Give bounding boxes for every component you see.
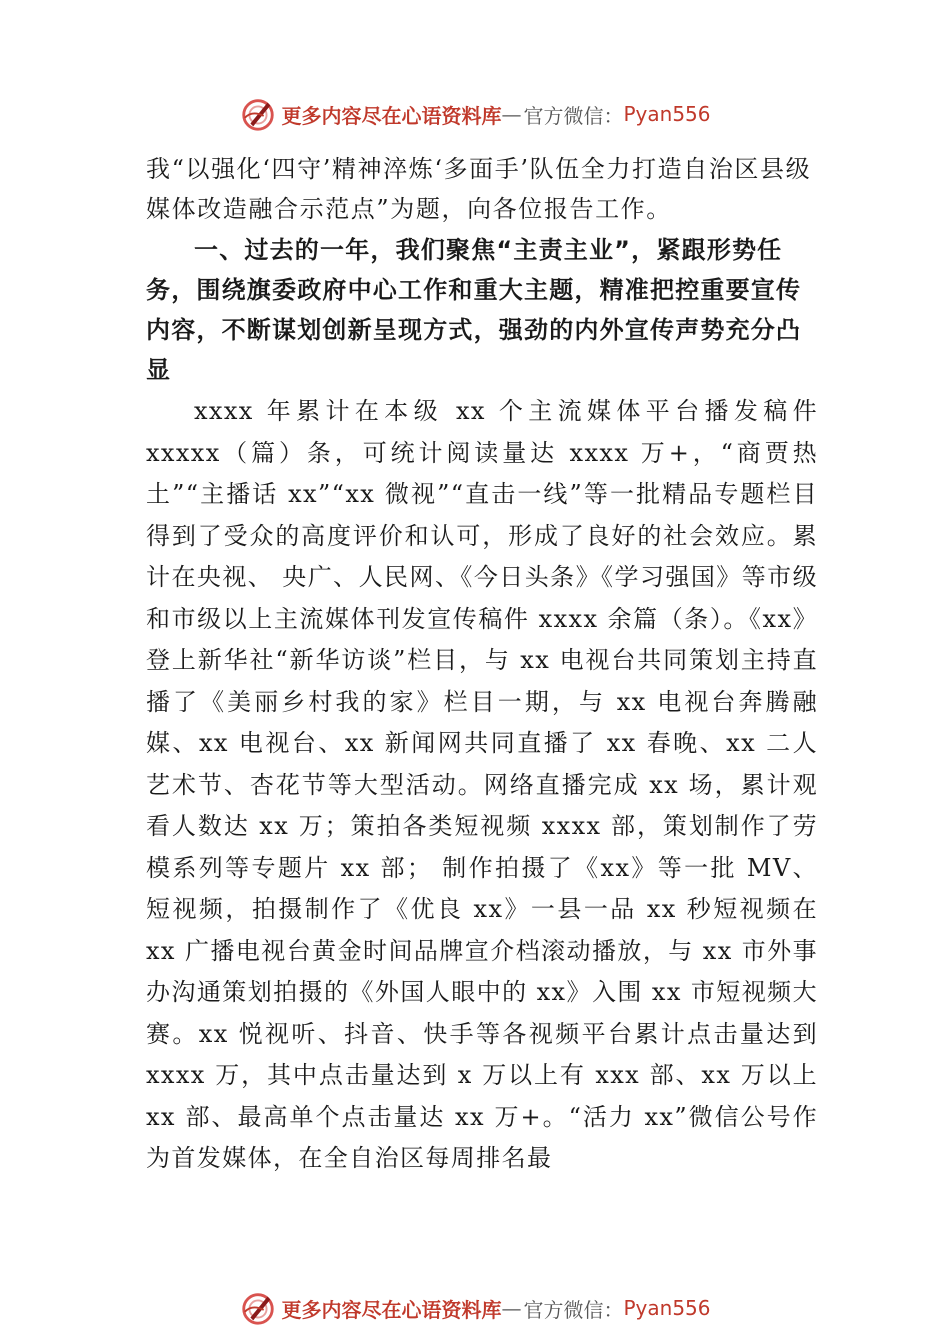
wechat-label: 官方微信： xyxy=(523,103,624,128)
brand-text: 更多内容尽在心语资料库 xyxy=(281,103,502,128)
wechat-id: Pyan556 xyxy=(623,1296,711,1320)
wechat-id: Pyan556 xyxy=(623,102,711,126)
document-body xyxy=(146,150,818,1180)
section-heading: 一、过去的一年，我们聚焦“主责主业”，紧跟形势任务，围绕旗委政府中心工作和重大主题，精准把控重要宣传内容，不断谋划创新呈现方式，强劲的内外宣传声势充分凸显 xyxy=(146,236,802,384)
footer-watermark-banner xyxy=(0,1288,950,1328)
intro-paragraph: 我“以强化‘四守’精神淬炼‘多面手’队伍全力打造自治区县级媒体改造融合示范点”为题，向各位报告工作。 xyxy=(146,155,812,223)
brand-text: 更多内容尽在心语资料库 xyxy=(281,1297,502,1322)
brand-logo-icon xyxy=(239,1289,277,1327)
body-paragraph: xxxx 年累计在本级 xx 个主流媒体平台播发稿件 xxxxx（篇）条，可统计阅读量达 xxxx 万+，“商贾热土”“主播话 xx”“xx 微视”“直击一线”等一批精品专题栏目得到了受众的高度评价和认可，形成了良好的社会效应。累计在央视、 央广、人民网、《今日头条》《学习强国》等市级和市级以上主流媒体刊发宣传稿件 xxxx 余篇（条）。《xx》登上新华社“新华访谈”栏目，与 xx 电视台共同策划主持直播了《美丽乡村我的家》栏目一期，与 xx 电视台奔腾融媒、xx 电视台、xx 新闻网共同直播了 xx 春晚、xx 二人艺术节、杏花节等大型活动。网络直播完成 xx 场，累计观看人数达 xx 万；策拍各类短视频 xxxx 部，策划制作了劳模系列等专题片 xx 部； 制作拍摄了《xx》等一批 MV、短视频，拍摄制作了《优良 xx》一县一品 xx 秒短视频在 xx 广播电视台黄金时间品牌宣介档滚动播放，与 xx 市外事办沟通策划拍摄的《外国人眼中的 xx》入围 xx 市短视频大赛。xx 悦视听、抖音、快手等各视频平台累计点击量达到 xxxx 万，其中点击量达到 x 万以上有 xxx 部、xx 万以上 xx 部、最高单个点击量达 xx 万+。“活力 xx”微信公号作为首发媒体，在全自治区每周排名最 xyxy=(146,397,818,1172)
banner-separator: — xyxy=(501,1296,524,1320)
brand-logo-icon xyxy=(239,95,277,133)
banner-separator: — xyxy=(501,102,524,126)
header-watermark-banner xyxy=(0,94,950,134)
wechat-label: 官方微信： xyxy=(523,1297,624,1322)
